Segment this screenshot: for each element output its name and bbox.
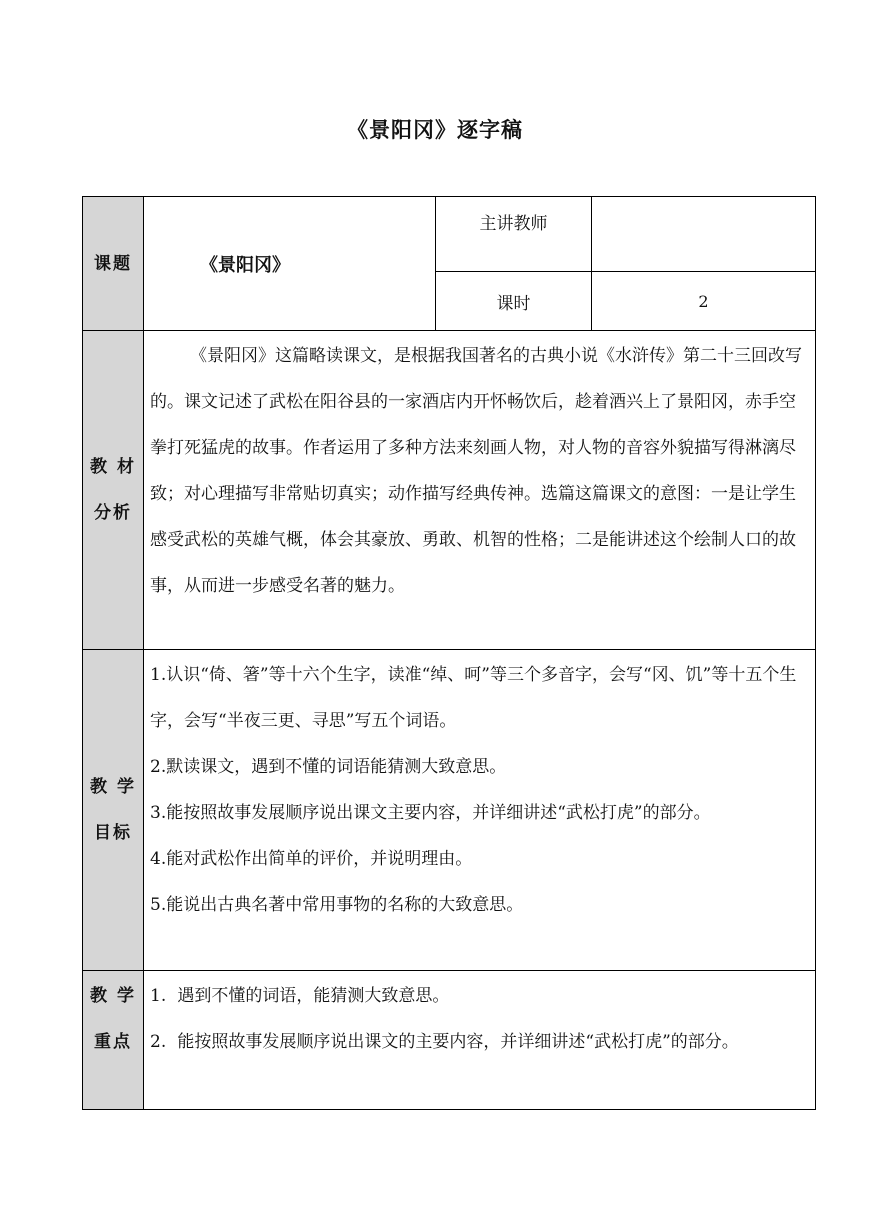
goal-item: 5.能说出古典名著中常用事物的名称的大致意思。 [150,895,524,915]
teacher-label: 主讲教师 [436,197,592,272]
analysis-text-cell [144,331,816,650]
goals-label-line2: 目标 [94,823,132,843]
key-point-item [150,1019,809,1065]
key-point-item [150,973,809,1019]
document-title: 《景阳冈》逐字稿 [347,118,523,142]
analysis-label-line2: 分析 [94,503,132,523]
key-points-label-cell [83,971,144,1110]
key-points-text-cell [144,971,816,1110]
analysis-row [83,331,816,650]
key-points-row [83,971,816,1110]
goal-item: 2.默读课文，遇到不懂的词语能猜测大致意思。 [150,757,507,777]
goal-item: 3.能按照故事发展顺序说出课文主要内容，并详细讲述“武松打虎”的部分。 [150,803,711,823]
analysis-paragraph: 《景阳冈》这篇略读课文，是根据我国著名的古典小说《水浒传》第二十三回改写的。课文记述了武松在阳谷县的一家酒店内开怀畅饮后，趁着酒兴上了景阳冈，赤手空拳打死猛虎的故事。作者运用了多种方法来刻画人物，对人物的音容外貌描写得淋漓尽致；对心理描写非常贴切真实；动作描写经典传神。选篇这篇课文的意图：一是让学生感受武松的英雄气概，体会其豪放、勇敢、机智的性格；二是能讲述这个绘制人口的故事，从而进一步感受名著的魅力。 [150,346,802,596]
goals-text-cell [144,650,816,971]
teacher-value [592,197,816,272]
goals-label-cell [83,650,144,971]
key-point-text: 遇到不懂的词语，能猜测大致意思。 [177,986,450,1006]
key-point-text: 能按照故事发展顺序说出课文的主要内容，并详细讲述“武松打虎”的部分。 [177,1032,739,1052]
lesson-plan-table [82,196,816,1110]
header-row-teacher [83,197,816,272]
key-point-number: 1. [150,986,167,1006]
goal-item: 1.认识“倚、箸”等十六个生字，读准“绰、呵”等三个多音字，会写“冈、饥”等十五个生字，会写“半夜三更、寻思”写五个词语。 [150,665,797,731]
key-points-label-line1: 教 学 [90,986,136,1006]
period-value: 2 [592,272,816,331]
goals-row [83,650,816,971]
topic-label-cell [83,197,144,331]
analysis-label-line1: 教 材 [90,457,136,477]
analysis-label-cell [83,331,144,650]
topic-value: 《景阳冈》 [144,197,436,331]
period-label: 课时 [436,272,592,331]
goal-item: 4.能对武松作出简单的评价，并说明理由。 [150,849,473,869]
key-points-label-line2: 重点 [94,1032,132,1052]
topic-label: 课题 [94,253,132,274]
key-point-number: 2. [150,1032,167,1052]
goals-label-line1: 教 学 [90,777,136,797]
